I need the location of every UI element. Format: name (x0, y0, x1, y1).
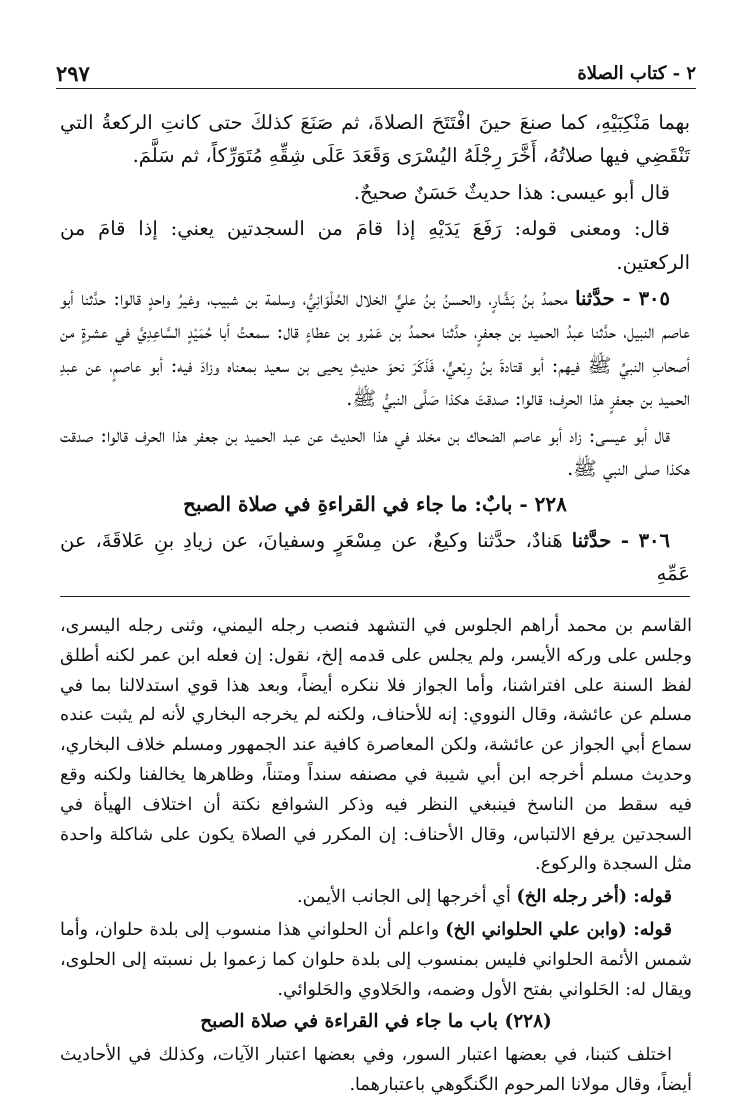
hadith-305-number: ٣٠٥ - حدَّثنا (575, 287, 670, 311)
paragraph-hadith-continuation: بهما مَنْكِبَيْهِ، كما صنعَ حينَ افْتَتَحَ الصلاةَ، ثم صَنَعَ كذلكَ حتى كانتِ الركعةُ التي تَنْقَضِي فيها صلاتُهُ، أَخَّرَ رِجْلَهُ اليُسْرَى وَقَعَدَ عَلَى شِقِّهِ مُتَوَرِّكاً، ثم سَلَّمَ. (60, 111, 690, 168)
page-header (56, 58, 696, 89)
running-chapter-title: ٢ - كتاب الصلاة (577, 62, 696, 84)
hadith-306-number: ٣٠٦ - حدَّثنا (571, 528, 670, 552)
note-3-text: واعلم أن الحلواني هذا منسوب إلى بلدة حلوان، وأما شمس الأئمة الحلواني فليس بمنسوب إلى بلدة حلوان كما زعموا بل نسبته إلى الحلوى، ويقال له: الحَلواني بفتح الأول وضمه، والحَلاوي والحَلوائي. (60, 919, 692, 1000)
notes-heading-228: (٢٢٨) باب ما جاء في القراءة في صلاة الصبح (200, 1011, 552, 1033)
hadith-306-text: هَنادٌ، حدَّثنا وكيعٌ، عن مِسْعَرٍ وسفيانَ، عن زيادِ بنِ عَلاقَةَ، عن عَمِّهِ (60, 528, 690, 586)
chapter-heading-228: ٢٢٨ - بابٌ: ما جاء في القراءةِ في صلاة الصبح (183, 492, 567, 517)
note-paragraph-2 (60, 882, 692, 913)
commentary-notes (60, 612, 692, 1103)
paragraph-abu-isa-grading: قال أبو عيسى: هذا حديثٌ حَسَنٌ صحيحٌ. (353, 180, 670, 204)
hadith-305-text: محمدُ بنُ بَشَّارٍ، والحسنُ بنُ عليٍّ الخلال الحُلْوَانِيُّ، وسلمة بن شبيب، وغيرُ واحدٍ قالوا: حدَّثنا أبو عاصم النبيل، حدَّثنا عبدُ الحميد بن جعفرٍ، حدَّثنا محمدُ بن عَمْرو بن عطاءٍ قال: سمعتُ أبا حُمَيْدٍ السَّاعِدِيَّ في عشرةٍ من أصحابِ النبيِّ ﷺ فيهم: أبو قتادةَ بنُ رِبْعيٍّ، فَذَكَرَ نحوَ حديثِ يحيى بن سعيد بمعناه وزادَ فيه: أبو عاصمٍ، عن عبدِ الحميد بن جعفرٍ هذا الحرف؛ قالوا: صدقتَ هكذا صَلَّى النبيُّ ﷺ. (60, 287, 690, 411)
hadith-306 (60, 524, 690, 591)
note-2-label: قوله: (أخر رجله الخ) (516, 886, 672, 908)
note-paragraph-3 (60, 915, 692, 1005)
note-2-text: أي أخرجها إلى الجانب الأيمن. (297, 887, 511, 908)
footnote-separator (60, 596, 690, 597)
note-3-label: قوله: (وابن علي الحلواني الخ) (445, 918, 672, 940)
note-paragraph-1: القاسم بن محمد أراهم الجلوس في التشهد فنصب رجله اليمني، وثنى رجله اليسرى، وجلس على وركه الأيسر، ولم يجلس على قدمه إلخ، نقول: إن فعله ابن عمر لكنه أطلق لفظ السنة على افتراشنا، وأما الجواز فلا ننكره أيضاً، وبعد هذا قوي استدلالنا بما في مسلم عن عائشة، وقال النووي: إنه للأحناف، ولكنه لم يخرجه البخاري لأنه لم يثبت عنده سماع أبي الجواز عن عائشة، ولكن المعاصرة كافية عند الجمهور ومسلم خلاف البخاري، وحديث مسلم أخرجه ابن أبي شيبة في مصنفه سنداً ومتناً، وظاهرها يخالفنا ولكنه وقع فيه سقط من الناسخ فينبغي النظر فيه وذكر الشوافع نكتة أن اختلاف الهيأة في السجدتين يرفع الالتباس، وقال الأحناف: إن المكرر في الصلاة يكون على شاكلة واحدة مثل السجدة والركوع. (60, 616, 692, 875)
paragraph-abu-isa-addition: قال أبو عيسى: زاد أبو عاصم الضحاك بن مخلد في هذا الحديث عن عبد الحميد بن جعفر هذا الحرف قالوا: صدقت هكذا صلى النبي ﷺ. (60, 423, 690, 481)
paragraph-explanation: قال: ومعنى قوله: رَفَعَ يَدَيْهِ إذا قامَ من السجدتين يعني: إذا قامَ من الركعتين. (60, 217, 690, 274)
hadith-305 (60, 282, 690, 416)
main-text (60, 106, 690, 594)
page-number: ٢٩٧ (56, 60, 90, 86)
note-paragraph-4: اختلف كتبنا، في بعضها اعتبار السور، وفي بعضها اعتبار الآيات، وكذلك في الأحاديث أيضاً، وقال مولانا المرحوم الگنگوهي باعتبارهما. (60, 1045, 692, 1095)
